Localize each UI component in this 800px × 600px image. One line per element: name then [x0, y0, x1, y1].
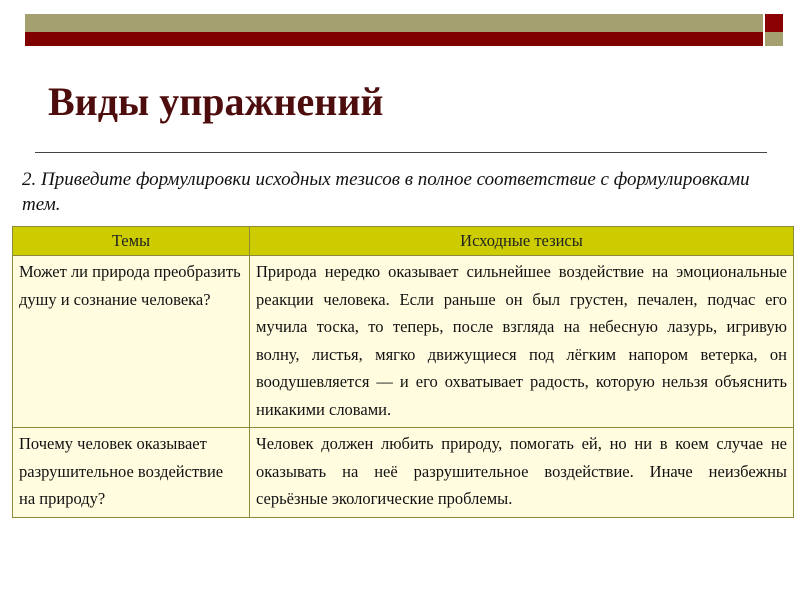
table-header-row: [13, 227, 794, 256]
corner-square-red: [765, 14, 783, 32]
header-band-maroon: [25, 32, 763, 46]
instruction-text: 2. Приведите формулировки исходных тезисов в полное соответствие с формулировками тем.: [22, 169, 750, 215]
corner-square-olive: [765, 32, 783, 46]
topics-table: [12, 226, 794, 518]
topic-cell: Почему человек оказывает разрушительное воздействие на природу?: [13, 428, 250, 518]
title-divider: [35, 152, 767, 153]
thesis-cell: Человек должен любить природу, помогать ей, но ни в коем случае не оказывать на неё разрушительное воздействие. Иначе неизбежны серьёзные экологические проблемы.: [250, 428, 794, 518]
table-row: [13, 428, 794, 518]
slide-title: Виды упражнений: [48, 79, 384, 124]
thesis-cell: Природа нередко оказывает сильнейшее воздействие на эмоциональные реакции человека. Если раньше он был грустен, печален, подчас его мучила тоска, то теперь, после взгляда на небесную лазурь, игривую волну, листья, мягко движущиеся под лёгким напором ветерка, он воодушевляется — и его охватывает радость, которую нельзя объяснить никакими словами.: [250, 256, 794, 428]
column-header-topics: Темы: [13, 227, 250, 256]
header-band-olive: [25, 14, 763, 32]
column-header-theses: Исходные тезисы: [250, 227, 794, 256]
topic-cell: Может ли природа преобразить душу и сознание человека?: [13, 256, 250, 428]
table-row: [13, 256, 794, 428]
corner-divider: [763, 14, 765, 46]
